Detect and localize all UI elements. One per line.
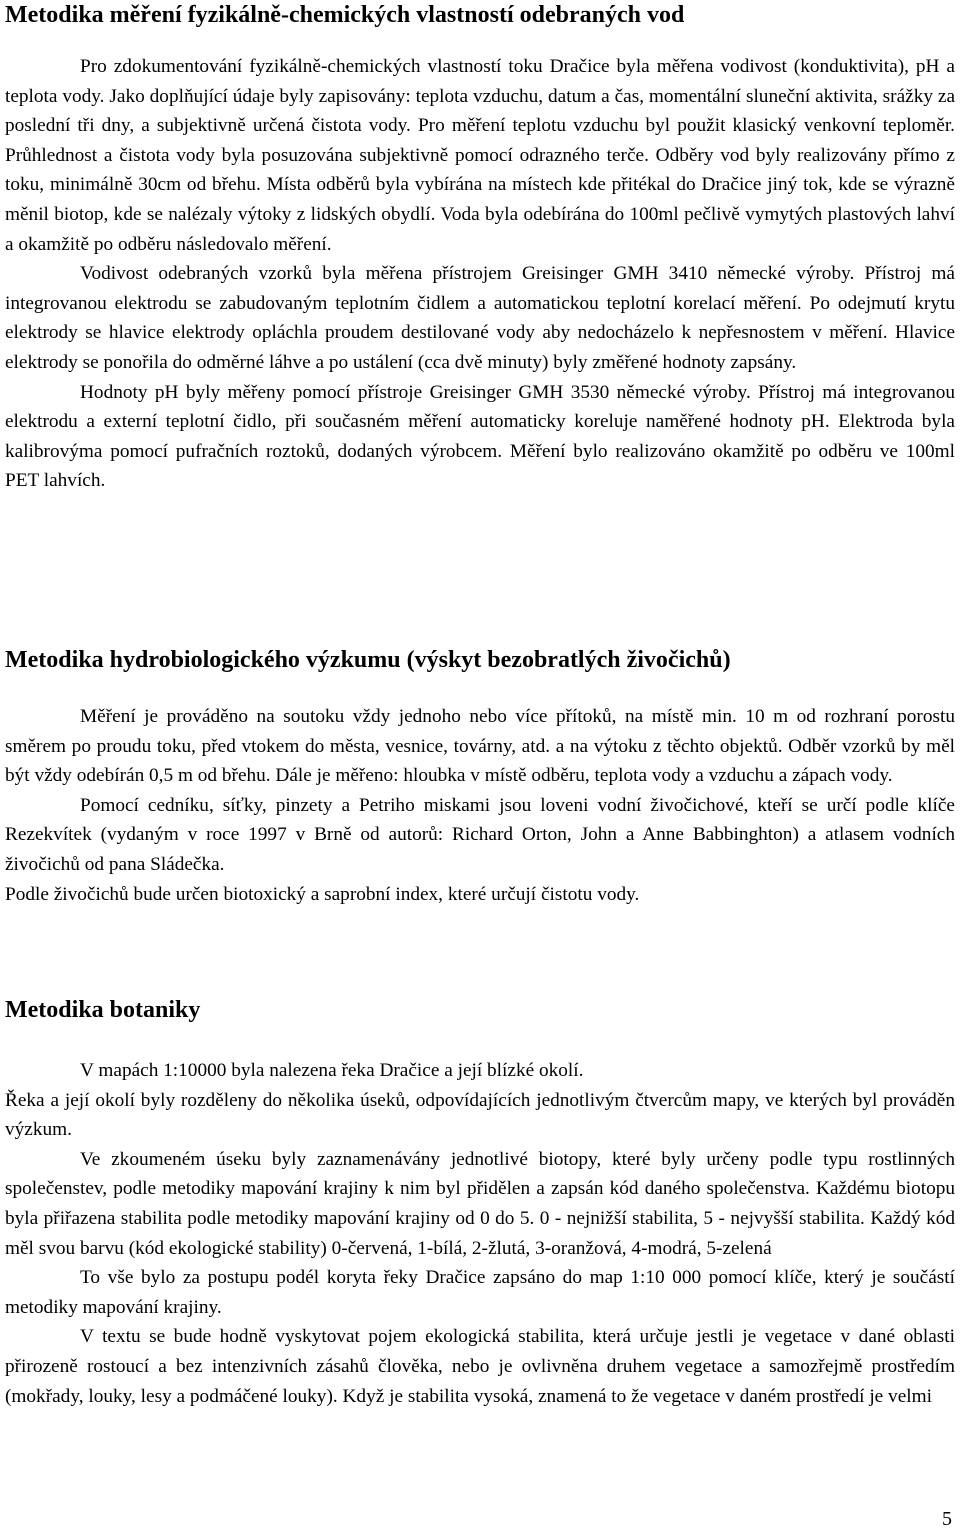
paragraph: To vše bylo za postupu podél koryta řeky Dračice zapsáno do map 1:10 000 pomocí klíče, který je součástí metodiky mapování krajiny.: [5, 1267, 955, 1318]
section-heading-hydrobiology: Metodika hydrobiologického výzkumu (výskyt bezobratlých živočichů): [5, 647, 731, 673]
paragraph: V textu se bude hodně vyskytovat pojem ekologická stabilita, která určuje jestli je vegetace v dané oblasti přirozeně rostoucí a bez intenzivních zásahů člověka, nebo je ovlivněna druhem vegetace a samozřejmě prostředím (mokřady, louky, lesy a podmáčené louky). Když je stabilita vysoká, znamená to že vegetace v daném prostředí je velmi: [5, 1326, 955, 1407]
section-botany-body: [5, 1056, 955, 1411]
section-heading-physchem: Metodika měření fyzikálně-chemických vlastností odebraných vod: [5, 2, 685, 28]
paragraph: Hodnoty pH byly měřeny pomocí přístroje Greisinger GMH 3530 německé výroby. Přístroj má integrovanou elektrodu a externí teplotní čidlo, při současném měření automaticky koreluje naměřené hodnoty pH. Elektroda byla kalibrovýma pomocí pufračních roztoků, dodaných výrobcem. Měření bylo realizováno okamžitě po odběru ve 100ml PET lahvích.: [5, 381, 955, 492]
section-heading-botany: Metodika botaniky: [5, 997, 201, 1023]
paragraph: Podle živočichů bude určen biotoxický a saprobní index, které určují čistotu vody.: [5, 883, 640, 905]
paragraph: Pro zdokumentování fyzikálně-chemických vlastností toku Dračice byla měřena vodivost (konduktivita), pH a teplota vody. Jako doplňující údaje byly zapisovány: teplota vzduchu, datum a čas, momentální sluneční aktivita, srážky za poslední tři dny, a subjektivně určená čistota vody. Pro měření teplotu vzduchu byl použit klasický venkovní teploměr. Průhlednost a čistota vody byla posuzována subjektivně pomocí odrazného terče. Odběry vod byly realizovány přímo z toku, minimálně 30cm od břehu. Místa odběrů byla vybírána na místech kde přitékal do Dračice jiný tok, kde se výrazně měnil biotop, kde se nalézaly výtoky z lidských obydlí. Voda byla odebírána do 100ml pečlivě vymytých plastových lahví a okamžitě po odběru následovalo měření.: [5, 56, 955, 255]
paragraph: Měření je prováděno na soutoku vždy jednoho nebo více přítoků, na místě min. 10 m od rozhraní porostu směrem po proudu toku, před vtokem do města, vesnice, továrny, atd. a na výtoku z těchto objektů. Odběr vzorků by měl být vždy odebírán 0,5 m od břehu. Dále je měřeno: hloubka v místě odběru, teplota vody a vzduchu a zápach vody.: [5, 706, 955, 787]
paragraph: Ve zkoumeném úseku byly zaznamenávány jednotlivé biotopy, které byly určeny podle typu rostlinných společenstev, podle metodiky mapování krajiny k nim byl přidělen a zapsán kód daného společenstva. Každému biotopu byla přiřazena stabilita podle metodiky mapování krajiny od 0 do 5. 0 - nejnižší stabilita, 5 - nejvyšší stabilita. Každý kód měl svou barvu (kód ekologické stability) 0-červená, 1-bílá, 2-žlutá, 3-oranžová, 4-modrá, 5-zelená: [5, 1148, 955, 1259]
section-hydrobiology-body: [5, 702, 955, 909]
paragraph: Vodivost odebraných vzorků byla měřena přístrojem Greisinger GMH 3410 německé výroby. Přístroj má integrovanou elektrodu se zabudovaným teplotním čidlem a automatickou teplotní korelací měření. Po odejmutí krytu elektrody se hlavice elektrody opláchla proudem destilované vody aby nedocházelo k nepřesnostem v měření. Hlavice elektrody se ponořila do odměrné láhve a po ustálení (cca dvě minuty) byly změřené hodnoty zapsány.: [5, 263, 955, 373]
page-number: 5: [942, 1508, 952, 1530]
paragraph: Pomocí cedníku, síťky, pinzety a Petriho miskami jsou loveni vodní živočichové, kteří se určí podle klíče Rezekvítek (vydaným v roce 1997 v Brně od autorů: Richard Orton, John a Anne Babbinghton) a atlasem vodních živočichů od pana Sládečka.: [5, 794, 955, 875]
paragraph: V mapách 1:10000 byla nalezena řeka Dračice a její blízké okolí.: [80, 1060, 584, 1081]
section-physchem-body: [5, 52, 955, 496]
paragraph: Řeka a její okolí byly rozděleny do několika úseků, odpovídajících jednotlivým čtvercům mapy, ve kterých byl prováděn výzkum.: [5, 1089, 955, 1141]
